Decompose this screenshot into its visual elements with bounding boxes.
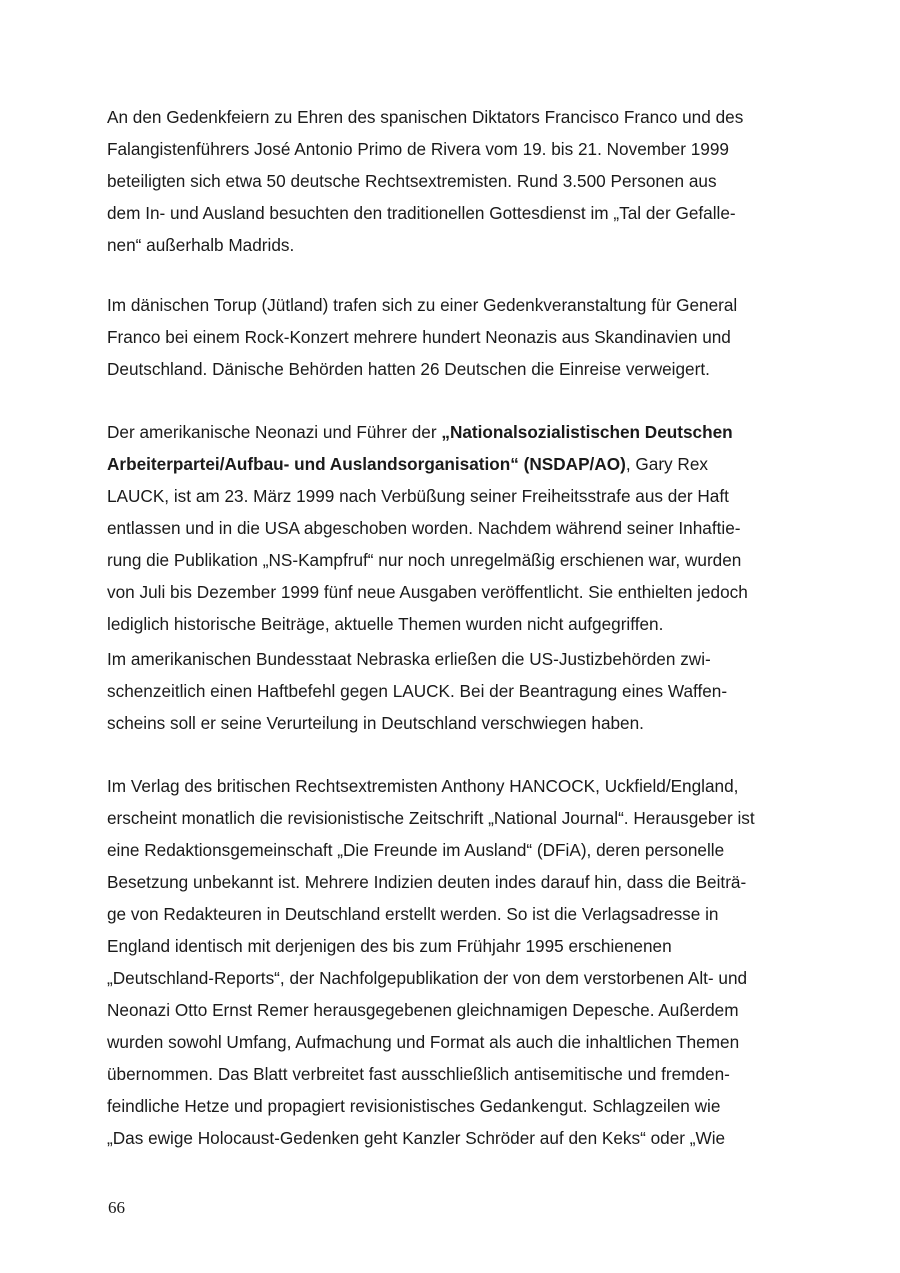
text-line: Franco bei einem Rock-Konzert mehrere hundert Neonazis aus Skandinavien und: [107, 327, 731, 347]
text-line: eine Redaktionsgemeinschaft „Die Freunde im Ausland“ (DFiA), deren personelle: [107, 840, 725, 860]
paragraph-torup-concert: [107, 289, 807, 385]
text-line: Falangistenführers José Antonio Primo de Rivera vom 19. bis 21. November 1999: [107, 139, 729, 159]
text-line: dem In- und Ausland besuchten den traditionellen Gottesdienst im „Tal der Gefalle-: [107, 203, 736, 223]
text-line: entlassen und in die USA abgeschoben worden. Nachdem während seiner Inhaftie-: [107, 518, 741, 538]
organization-name-bold: „Nationalsozialistischen Deutschen: [441, 422, 733, 442]
text-line: [107, 416, 807, 448]
text-line: Im dänischen Torup (Jütland) trafen sich zu einer Gedenkveranstaltung für General: [107, 295, 738, 315]
text-line: Im amerikanischen Bundesstaat Nebraska erließen die US-Justizbehörden zwi-: [107, 649, 711, 669]
text-line: beteiligten sich etwa 50 deutsche Rechtsextremisten. Rund 3.500 Personen aus: [107, 171, 717, 191]
text-run: , Gary Rex: [625, 454, 708, 474]
text-line: lediglich historische Beiträge, aktuelle Themen wurden nicht aufgegriffen.: [107, 614, 664, 634]
text-line: schenzeitlich einen Haftbefehl gegen LAUCK. Bei der Beantragung eines Waffen-: [107, 681, 728, 701]
text-line: „Deutschland-Reports“, der Nachfolgepublikation der von dem verstorbenen Alt- und: [107, 968, 748, 988]
text-line: scheins soll er seine Verurteilung in Deutschland verschwiegen haben.: [107, 713, 644, 733]
paragraph-nebraska-warrant: [107, 643, 807, 739]
text-line: nen“ außerhalb Madrids.: [107, 235, 295, 255]
paragraph-national-journal: [107, 770, 807, 1154]
text-line: Deutschland. Dänische Behörden hatten 26 Deutschen die Einreise verweigert.: [107, 359, 710, 379]
paragraph-nsdap-ao: [107, 416, 807, 640]
text-line: übernommen. Das Blatt verbreitet fast ausschließlich antisemitische und fremden-: [107, 1064, 730, 1084]
text-line: rung die Publikation „NS-Kampfruf“ nur noch unregelmäßig erschienen war, wurden: [107, 550, 742, 570]
page-number: 66: [108, 1198, 125, 1217]
text-line: [107, 448, 807, 480]
text-run: Der amerikanische Neonazi und Führer der: [107, 422, 442, 442]
organization-name-bold: Arbeiterpartei/Aufbau- und Auslandsorganisation“ (NSDAP/AO): [107, 454, 626, 474]
text-line: LAUCK, ist am 23. März 1999 nach Verbüßung seiner Freiheitsstrafe aus der Haft: [107, 486, 729, 506]
text-line: Neonazi Otto Ernst Remer herausgegebenen gleichnamigen Depesche. Außerdem: [107, 1000, 739, 1020]
text-line: Besetzung unbekannt ist. Mehrere Indizien deuten indes darauf hin, dass die Beiträ-: [107, 872, 747, 892]
text-line: wurden sowohl Umfang, Aufmachung und Format als auch die inhaltlichen Themen: [107, 1032, 740, 1052]
paragraph-franco-commemoration: [107, 101, 807, 261]
text-line: von Juli bis Dezember 1999 fünf neue Ausgaben veröffentlicht. Sie enthielten jedoch: [107, 582, 748, 602]
text-line: England identisch mit derjenigen des bis zum Frühjahr 1995 erschienenen: [107, 936, 672, 956]
text-line: Im Verlag des britischen Rechtsextremisten Anthony HANCOCK, Uckfield/England,: [107, 776, 739, 796]
text-line: feindliche Hetze und propagiert revisionistisches Gedankengut. Schlagzeilen wie: [107, 1096, 721, 1116]
text-line: ge von Redakteuren in Deutschland erstellt werden. So ist die Verlagsadresse in: [107, 904, 719, 924]
text-line: erscheint monatlich die revisionistische Zeitschrift „National Journal“. Herausgeber ist: [107, 808, 755, 828]
text-line: An den Gedenkfeiern zu Ehren des spanischen Diktators Francisco Franco und des: [107, 107, 744, 127]
text-line: „Das ewige Holocaust-Gedenken geht Kanzler Schröder auf den Keks“ oder „Wie: [107, 1128, 726, 1148]
